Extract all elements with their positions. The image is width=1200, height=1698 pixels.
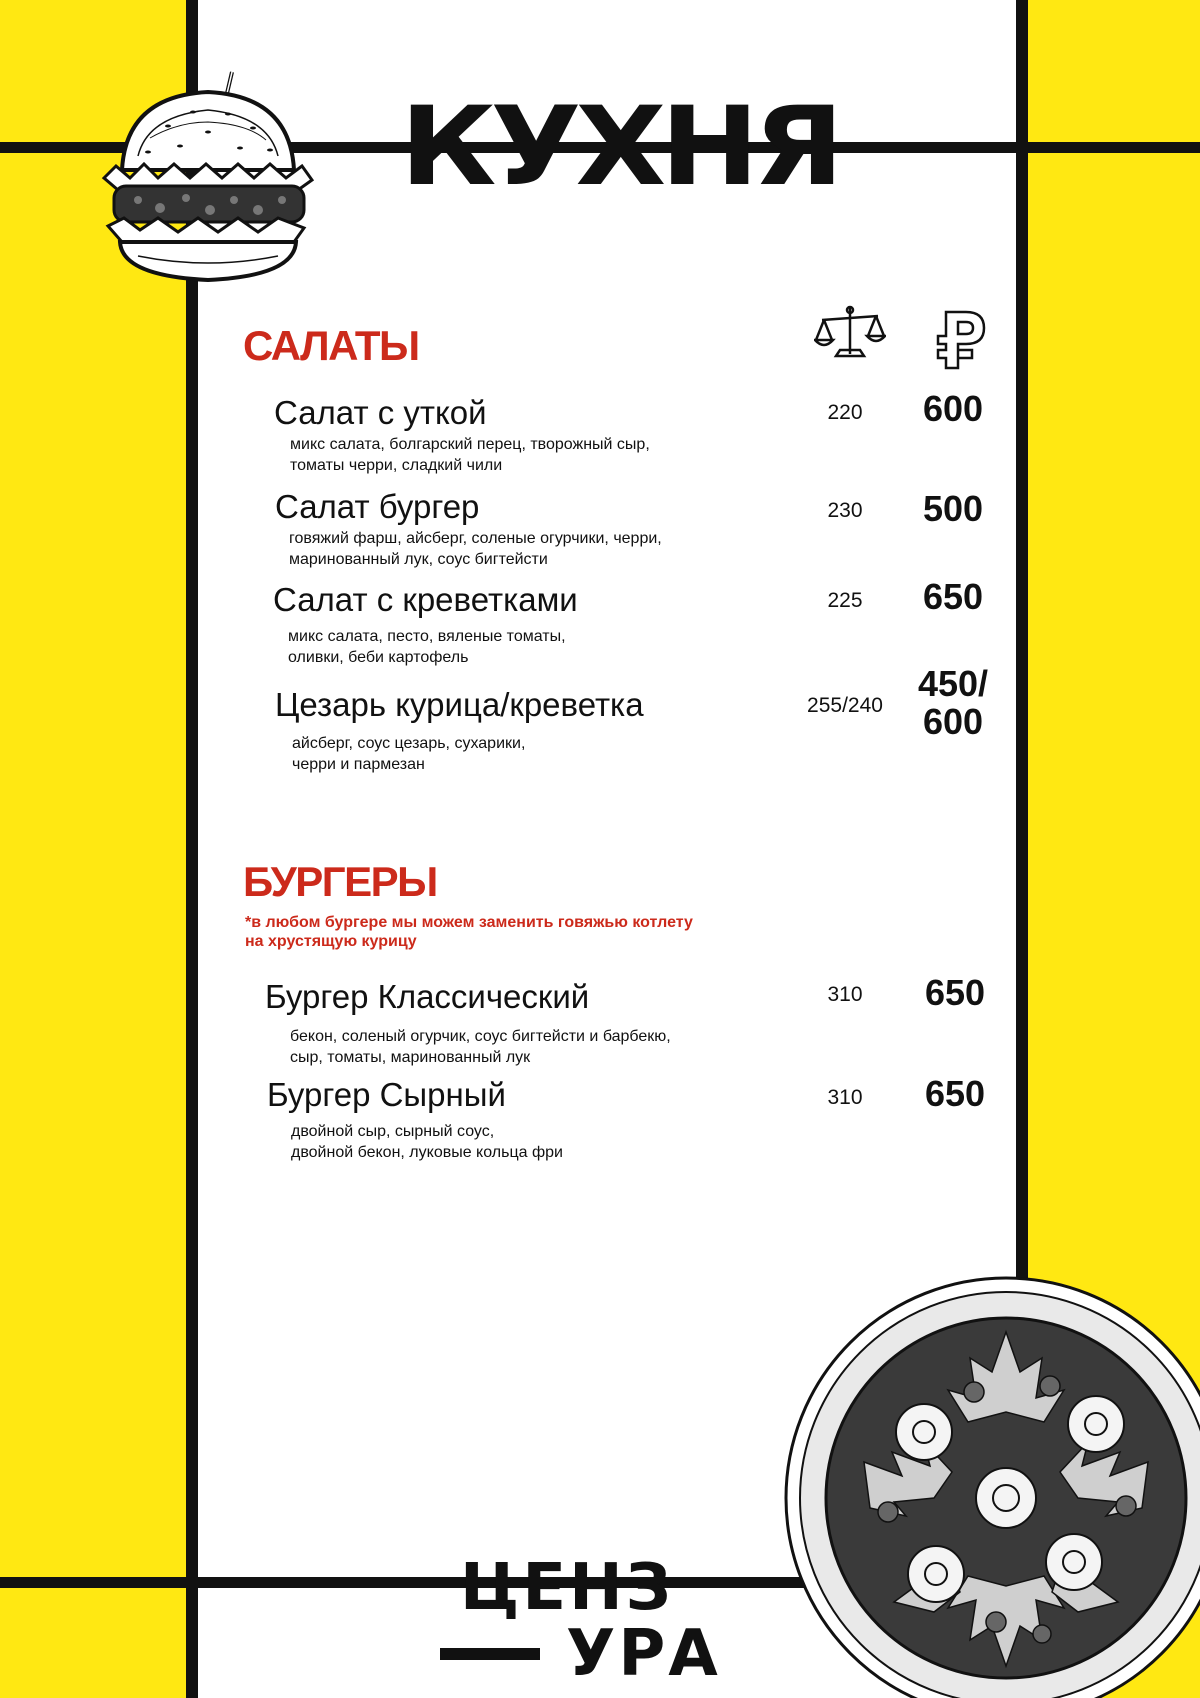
item-price: 650 xyxy=(922,576,984,617)
section-note: *в любом бургере мы можем заменить говяжью котлету на хрустящую курицу xyxy=(245,914,693,950)
section-title-salads: САЛАТЫ xyxy=(243,322,419,369)
item-name: Салат бургер xyxy=(275,488,480,525)
item-name: Салат с уткой xyxy=(274,394,487,431)
scales-icon xyxy=(814,302,886,368)
item-description: говяжий фарш, айсберг, соленые огурчики, черри, маринованный лук, соус бигтейсти xyxy=(289,530,662,568)
item-price: 450/ 600 xyxy=(917,663,989,742)
item-weight: 255/240 xyxy=(807,694,883,717)
item-weight: 310 xyxy=(827,1086,863,1109)
salad-bowl-illustration xyxy=(774,1262,1200,1698)
item-price: 600 xyxy=(922,388,984,429)
burger-illustration xyxy=(98,66,318,296)
item-name: Бургер Классический xyxy=(265,978,590,1015)
item-weight: 230 xyxy=(827,499,863,522)
item-name: Бургер Сырный xyxy=(267,1076,506,1113)
logo-dash xyxy=(440,1648,540,1660)
item-price: 650 xyxy=(924,972,986,1013)
item-description: бекон, соленый огурчик, соус бигтейсти и барбекю, сыр, томаты, маринованный лук xyxy=(290,1028,671,1066)
item-description: микс салата, болгарский перец, творожный сыр, томаты черри, сладкий чили xyxy=(290,436,650,474)
item-name: Цезарь курица/креветка xyxy=(275,686,644,723)
ruble-icon xyxy=(932,308,988,372)
item-description: двойной сыр, сырный соус, двойной бекон, луковые кольца фри xyxy=(291,1123,563,1161)
page-title: КУХНЯ xyxy=(400,82,839,210)
item-description: айсберг, соус цезарь, сухарики, черри и пармезан xyxy=(292,735,526,773)
item-price: 650 xyxy=(924,1073,986,1114)
item-name: Салат с креветками xyxy=(273,581,578,618)
logo-line-1: ЦЕНЗ xyxy=(460,1551,675,1625)
item-description: микс салата, песто, вяленые томаты, оливки, беби картофель xyxy=(288,628,566,666)
logo-line-2: УРА xyxy=(566,1617,721,1691)
item-weight: 220 xyxy=(827,401,863,424)
section-title-burgers: БУРГЕРЫ xyxy=(243,858,437,905)
item-weight: 225 xyxy=(827,589,863,612)
item-price: 500 xyxy=(922,488,984,529)
item-weight: 310 xyxy=(827,983,863,1006)
